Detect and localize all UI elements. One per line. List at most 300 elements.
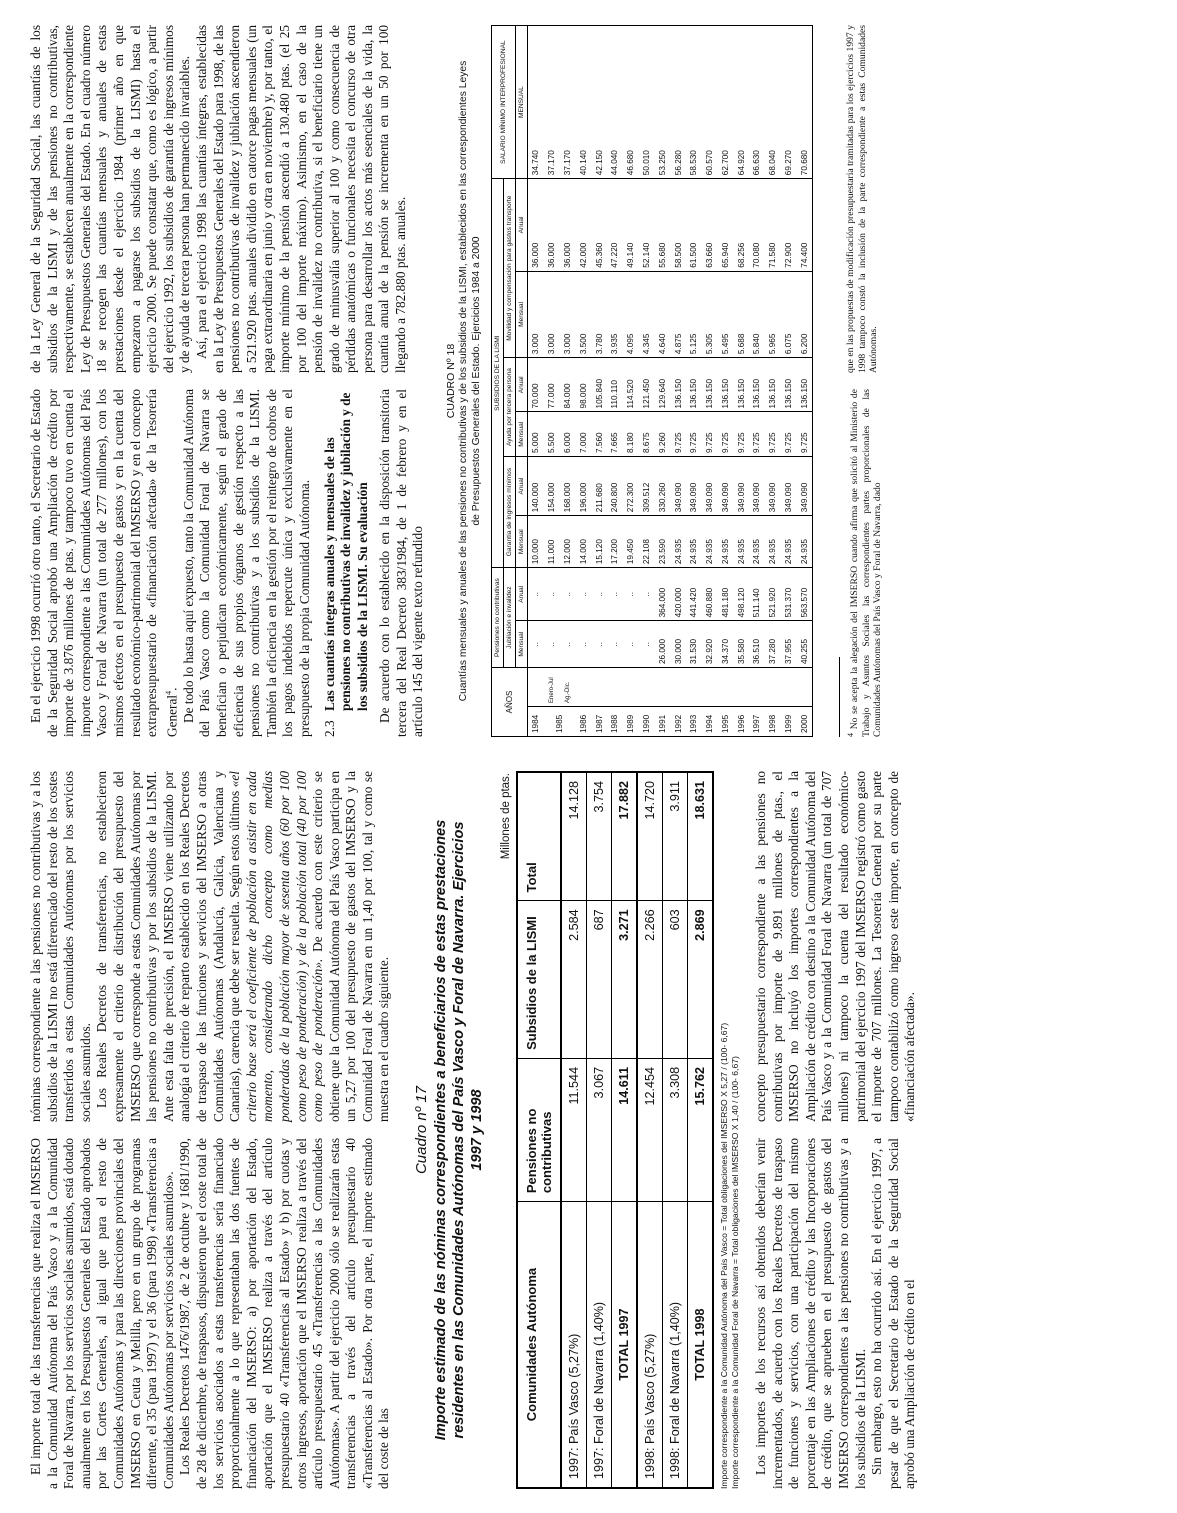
period-cell <box>591 668 607 707</box>
period-cell <box>670 668 686 707</box>
value-cell: 498.120 <box>733 568 749 621</box>
value-cell: 4.345 <box>639 271 655 357</box>
section-title: Las cuantías íntegras anuales y mensuales de las pensiones no contributivas de invalidez y jubilación y de los subsidios de la LISMI. Su evaluación <box>321 392 370 711</box>
value-cell: .. <box>623 568 639 621</box>
quote-text: «el criterio base será el coeficiente de población a asistir en cada momento, considerando dicho concepto como medias ponderadas de la población mayor de sesenta años (60 por 100 como peso de ponderación) y de la población total (40 por 100 como peso de ponderación». <box>227 771 326 1122</box>
period-cell <box>733 668 749 707</box>
value-cell: 9.725 <box>749 412 765 456</box>
footnote-text: No se acepta la alegación del IMSERSO cuando afirma que solicitó al Ministerio de Trabajo y Asuntos Sociales las correspondientes partes proporcionales de las Comunidades Autónomas del País Vasco y Foral de Navarra, dado <box>849 389 884 737</box>
value-cell: 14.000 <box>575 516 591 568</box>
value-cell: 46.680 <box>623 26 639 179</box>
value-cell: 37.170 <box>544 26 560 179</box>
footnotes <box>845 25 883 737</box>
column-header: Mensual <box>516 621 528 668</box>
table-row <box>612 772 638 1488</box>
column-header: Anual <box>516 358 528 412</box>
value-cell: 136.150 <box>686 358 702 412</box>
left-bottom-columns <box>753 771 919 1489</box>
value-cell: 531.370 <box>781 568 797 621</box>
value-cell: 129.640 <box>654 358 670 412</box>
value-cell: 63.660 <box>702 179 718 272</box>
value-cell: 5.495 <box>717 271 733 357</box>
table-row <box>796 26 812 737</box>
value-cell: 5.000 <box>528 412 544 456</box>
period-cell <box>654 668 670 707</box>
period-cell <box>575 668 591 707</box>
left-page <box>28 771 1158 1489</box>
value-cell: 24.935 <box>670 516 686 568</box>
table-notes <box>719 771 741 1489</box>
table-cell: 3.754 <box>587 772 612 901</box>
value-cell: 98.000 <box>575 358 591 412</box>
table-cell: 3.271 <box>612 901 638 1059</box>
year-cell: 2000 <box>796 706 812 736</box>
row-label: 1998: Foral de Navarra (1,40%) <box>663 1202 688 1488</box>
column-header: Anual <box>516 179 528 272</box>
column-header: Ayuda por tercera persona <box>504 358 516 457</box>
column-header: Comunidades Autónoma <box>517 1202 561 1488</box>
value-cell: 70.000 <box>528 358 544 412</box>
paragraph <box>28 389 181 737</box>
value-cell: 136.150 <box>733 358 749 412</box>
value-cell: 9.725 <box>765 412 781 456</box>
row-label: 1997: País Vasco (5,27%) <box>561 1202 587 1488</box>
table-row <box>654 26 670 737</box>
value-cell: 26.000 <box>654 621 670 668</box>
table-header-row <box>492 26 504 737</box>
table-row <box>591 26 607 737</box>
value-cell: 460.880 <box>702 568 718 621</box>
value-cell: 349.090 <box>670 456 686 515</box>
year-cell: 1996 <box>733 706 749 736</box>
paragraph: concepto presupuestario correspondiente a las pensiones no contributivas por importe de 9.891 millones de ptas., el IMSERSO no incluyó los importes correspondientes a la Ampliación de crédito con destino a la Comunidad Autónoma del País Vasco y a la Comunidad Foral de Navarra (un total de 707 millones) ni tampoco la cuenta del resultado económico-patrimonial del ejercicio 1997 del IMSERSO registró como gasto el importe de 707 millones. La Tesorería General por su parte tampoco contabilizó como ingreso este importe, en concepto de «financiación afectada». <box>753 771 918 1122</box>
table-row <box>765 26 781 737</box>
value-cell: 521.920 <box>765 568 781 621</box>
table-body <box>528 26 813 737</box>
value-cell: 56.280 <box>670 26 686 179</box>
value-cell: .. <box>591 621 607 668</box>
table-row <box>528 26 544 737</box>
value-cell: 309.512 <box>639 456 655 515</box>
value-cell: 349.090 <box>717 456 733 515</box>
table-row <box>670 26 686 737</box>
value-cell: 481.180 <box>717 568 733 621</box>
year-cell: 1988 <box>607 706 623 736</box>
value-cell: 136.150 <box>796 358 812 412</box>
table-cell: 18.631 <box>688 772 714 901</box>
period-cell <box>607 668 623 707</box>
value-cell: 441.420 <box>686 568 702 621</box>
table-row <box>561 772 587 1488</box>
value-cell: 42.000 <box>575 179 591 272</box>
row-label: 1997: Foral de Navarra (1,40%) <box>587 1202 612 1488</box>
value-cell: 349.090 <box>781 456 797 515</box>
value-cell: 71.580 <box>765 179 781 272</box>
table-title: Cuantías mensuales y anuales de las pensiones no contributivas y de los subsidios de la LISMI, establecidos en las correspondientes Leyes de Presupuestos Generales del Estado. Ejercicios 1984 a 2000 <box>458 60 483 702</box>
value-cell: 49.140 <box>623 179 639 272</box>
table-row <box>560 26 576 737</box>
value-cell: .. <box>607 568 623 621</box>
value-cell: 15.120 <box>591 516 607 568</box>
value-cell: 3.935 <box>607 271 623 357</box>
value-cell: .. <box>560 621 576 668</box>
left-column-1 <box>28 1138 393 1489</box>
value-cell: 5.500 <box>544 412 560 456</box>
value-cell: 23.590 <box>654 516 670 568</box>
text: En el ejercicio 1998 ocurrió otro tanto, el Secretario de Estado de la Seguridad Social aprobó una Ampliación de crédito por importe de 3.876 millones de ptas. y tampoco tuvo en cuenta el importe correspondiente a las Comunidades Autónomas del País Vasco y Foral de Navarra (un total de 277 millones), con los mismos efectos en el presupuesto de gastos y en la cuenta del resultado económico-patrimonial del IMSERSO y en el concepto extrapresupuestario de «financiación afectada» de la Tesorería General <box>28 389 180 737</box>
year-cell: 1994 <box>702 706 718 736</box>
value-cell: 10.000 <box>528 516 544 568</box>
column-header: MENSUAL <box>516 26 528 179</box>
value-cell: 9.725 <box>670 412 686 456</box>
period-cell <box>717 668 733 707</box>
value-cell: 36.000 <box>528 179 544 272</box>
value-cell: 3.500 <box>575 271 591 357</box>
value-cell: 8.675 <box>639 412 655 456</box>
value-cell: 563.570 <box>796 568 812 621</box>
row-label: TOTAL 1998 <box>688 1202 714 1488</box>
value-cell: .. <box>607 621 623 668</box>
value-cell: .. <box>623 621 639 668</box>
value-cell: 66.630 <box>749 26 765 179</box>
value-cell: 136.150 <box>670 358 686 412</box>
value-cell: 136.150 <box>717 358 733 412</box>
period-cell <box>686 668 702 707</box>
value-cell: 31.530 <box>686 621 702 668</box>
text: De acuerdo con este criterio se obtiene que la Comunidad Autónoma del País Vasco participa en un 5,27 por 100 del presupuesto de gastos del IMSERSO y la Comunidad Foral de Navarra en un 1,40 por 100, tal y como se muestra en el cuadro siguiente. <box>310 771 392 1122</box>
value-cell: .. <box>591 568 607 621</box>
footnote-ref: 4 <box>163 690 173 695</box>
value-cell: 136.150 <box>702 358 718 412</box>
value-cell: 3.000 <box>544 271 560 357</box>
value-cell: 6.200 <box>796 271 812 357</box>
footnote <box>845 389 883 737</box>
table-row <box>686 26 702 737</box>
period-cell <box>639 668 655 707</box>
value-cell: 211.680 <box>591 456 607 515</box>
value-cell: 154.000 <box>544 456 560 515</box>
table-row <box>587 772 612 1488</box>
paragraph: Así, para el ejercicio 1998 las cuantías íntegras, establecidas en la Ley de Presupuestos Generales del Estado para 1998, de las pensiones no contributivas de invalidez y jubilación ascendieron a 521.920 ptas. anuales dividido en catorce pagas mensuales (un paga extraordinaria en junio y otra en noviembre) y, por tanto, el importe mínimo de la pensión ascendió a 130.480 ptas. (el 25 por 100 del importe máximo). Asimismo, en el caso de la pensión de invalidez no contributiva, si el beneficiario tiene un grado de minusvalía superior al 100 y como consecuencia de pérdidas anatómicas o funcionales necesita el concurso de otra persona para desarrollar los actos más esenciales de la vida, la cuantía anual de la pensión se incrementa en un 50 por 100 llegando a 782.880 ptas. anuales. <box>193 25 409 373</box>
value-cell: 70.680 <box>796 26 812 179</box>
text: . <box>164 687 180 691</box>
value-cell: 330.260 <box>654 456 670 515</box>
text: Los Reales Decretos de transferencias, no establecieron expresamente el criterio de distribución del presupuesto del IMSERSO que corresponde a estas Comunidades Autónomas por las pensiones no contributivas y por los subsidios de la LISMI. Ante esta falta de precisión, el IMSERSO viene utilizando por analogía el criterio de reparto establecido en los Reales Decretos de traspaso de las funciones y servicios del IMSERSO a otras Comunidades Autónomas (Andalucía, Galicia, Valenciana y Canarias), carencia que debe ser resuelta. Según estos últimos <box>94 771 243 1122</box>
column-header: Anual <box>516 568 528 621</box>
period-cell <box>749 668 765 707</box>
year-cell: 1989 <box>623 706 639 736</box>
value-cell: 40.140 <box>575 26 591 179</box>
left-bottom-column-1 <box>753 1138 919 1489</box>
value-cell: .. <box>575 621 591 668</box>
row-label: TOTAL 1997 <box>612 1202 638 1488</box>
paragraph: nóminas correspondiente a las pensiones no contributivas y a los subsidios de la LISMI no está diferenciado del resto de los costes transferidos a estas Comunidades Autónomas por los servicios sociales asumidos. <box>28 771 93 1122</box>
value-cell: 349.090 <box>702 456 718 515</box>
value-cell: 24.935 <box>686 516 702 568</box>
paragraph: De todo lo hasta aquí expuesto, tanto la Comunidad Autónoma del País Vasco como la Comunidad Foral de Navarra se benefician o perjudican económicamente, según el grado de eficiencia de sus propios órganos de gestión respecto a las pensiones no contributivas y a los subsidios de la LISMI. También la eficiencia en la gestión por el reintegro de cobros de los pagos indebidos repercute única y exclusivamente en el presupuesto de la propia Comunidad Autónoma. <box>180 389 312 737</box>
value-cell: 34.740 <box>528 26 544 179</box>
value-cell: 24.935 <box>781 516 797 568</box>
value-cell: 36.510 <box>749 621 765 668</box>
left-column-2 <box>28 771 393 1122</box>
value-cell: 110.110 <box>607 358 623 412</box>
paragraph: Los importes de los recursos así obtenidos deberían venir incrementados, de acuerdo con los Reales Decretos de traspaso de funciones y servicios, con una participación del mismo porcentaje en las Ampliaciones de crédito y las Incorporaciones de crédito, que se aprueben en el presupuesto de gastos del IMSERSO correspondientes a las pensiones no contributivas y a los subsidios de la LISMI. <box>753 1138 868 1489</box>
value-cell: 65.940 <box>717 179 733 272</box>
value-cell: 349.090 <box>749 456 765 515</box>
period-cell <box>528 668 544 707</box>
cuadro-17-table <box>516 771 714 1489</box>
table-row <box>663 772 688 1488</box>
column-header-smi: SALARIO MÍNIMO INTERPROFESIONAL <box>492 26 516 179</box>
value-cell: 24.935 <box>796 516 812 568</box>
table-cell: 12.454 <box>637 1058 663 1201</box>
value-cell: 136.150 <box>781 358 797 412</box>
table-cell: 3.308 <box>663 1058 688 1201</box>
cuadro-18-table <box>491 25 813 737</box>
table-row <box>623 26 639 737</box>
value-cell: 511.140 <box>749 568 765 621</box>
column-header: Subsidios de la LISMI <box>517 901 561 1059</box>
value-cell: 45.360 <box>591 179 607 272</box>
year-cell: 1992 <box>670 706 686 736</box>
column-header-years: AÑOS <box>492 668 528 737</box>
period-cell: Ag.-Dic. <box>560 668 576 707</box>
value-cell: 30.000 <box>670 621 686 668</box>
table-cell: 2.869 <box>688 901 714 1059</box>
value-cell: 61.500 <box>686 179 702 272</box>
value-cell: 24.935 <box>702 516 718 568</box>
value-cell: 64.920 <box>733 26 749 179</box>
period-cell <box>781 668 797 707</box>
value-cell: 105.840 <box>591 358 607 412</box>
footnote-continuation: que en las propuestas de modificación presupuestaria tramitadas para los ejercicios 1997 y 1998 tampoco constó la inclusión de la parte correspondiente a estas Comunidades Autónomas. <box>845 25 879 373</box>
value-cell: .. <box>544 621 560 668</box>
table-cell: 11.544 <box>561 1058 587 1201</box>
year-cell: 1997 <box>749 706 765 736</box>
value-cell: .. <box>560 568 576 621</box>
value-cell: 7.000 <box>575 412 591 456</box>
cuadro-17-caption <box>413 771 486 1489</box>
table-cell: 14.128 <box>561 772 587 901</box>
value-cell: 40.255 <box>796 621 812 668</box>
year-cell: 1991 <box>654 706 670 736</box>
year-cell: 1998 <box>765 706 781 736</box>
period-cell <box>796 668 812 707</box>
table-row <box>781 26 797 737</box>
value-cell: 349.090 <box>796 456 812 515</box>
value-cell: .. <box>528 621 544 668</box>
value-cell: 349.090 <box>733 456 749 515</box>
value-cell: 4.640 <box>654 271 670 357</box>
value-cell: 140.000 <box>528 456 544 515</box>
year-cell: 1987 <box>591 706 607 736</box>
column-header: Mensual <box>516 516 528 568</box>
value-cell: 3.000 <box>528 271 544 357</box>
value-cell: 349.090 <box>686 456 702 515</box>
value-cell: 5.125 <box>686 271 702 357</box>
value-cell: 7.665 <box>607 412 623 456</box>
period-cell <box>623 668 639 707</box>
value-cell: 6.075 <box>781 271 797 357</box>
value-cell: 68.256 <box>733 179 749 272</box>
value-cell: 36.000 <box>544 179 560 272</box>
value-cell: 114.520 <box>623 358 639 412</box>
table-cell: 14.720 <box>637 772 663 901</box>
value-cell: 9.725 <box>781 412 797 456</box>
table-cell: 603 <box>663 901 688 1059</box>
paragraph: Los Reales Decretos 1476/1987, de 2 de octubre y 1681/1990, de 28 de diciembre, de traspasos, dispusieron que el coste total de los servicios asociados a estas transferencias sería financiado proporcionalmente a lo que representaban las dos fuentes de financiación del IMSERSO: a) por aportación del Estado, aportación que el IMSERSO realiza a través del artículo presupuestario 40 «Transferencias al Estado» y b) por cuotas y otros ingresos, aportación que el IMSERSO realiza a través del artículo presupuestario 45 «Transferencias a las Comunidades Autónomas». A partir del ejercicio 2000 sólo se realizarán estas transferencias a través del artículo presupuestario 40 «Transferencias al Estado». Por otra parte, el importe estimado del coste de las <box>177 1138 392 1489</box>
right-top-columns <box>28 25 427 737</box>
year-cell: 1984 <box>528 706 544 736</box>
table-row <box>733 26 749 737</box>
year-cell: 1986 <box>575 706 591 736</box>
value-cell: 4.095 <box>623 271 639 357</box>
value-cell: 9.725 <box>717 412 733 456</box>
table-title: Importe estimado de las nóminas correspondientes a beneficiarios de estas prestaciones residentes en las Comunidades Autónomas del País Vasco y Foral de Navarra. Ejercicios 1997 y 1998 <box>433 819 486 1441</box>
period-cell <box>765 668 781 707</box>
table-row <box>639 26 655 737</box>
table-row <box>544 26 560 737</box>
value-cell: 47.220 <box>607 179 623 272</box>
value-cell: 240.800 <box>607 456 623 515</box>
table-row <box>717 26 733 737</box>
value-cell: 196.000 <box>575 456 591 515</box>
table-header-row <box>517 772 561 1488</box>
table-row <box>688 772 714 1488</box>
value-cell: 5.840 <box>749 271 765 357</box>
cuadro-18-caption <box>445 25 483 737</box>
table-cell: 14.611 <box>612 1058 638 1201</box>
value-cell: 24.935 <box>733 516 749 568</box>
period-cell: Enero-Jul <box>544 668 560 707</box>
section-heading <box>322 389 372 737</box>
column-header: Anual <box>516 456 528 515</box>
value-cell: 34.370 <box>717 621 733 668</box>
value-cell: 62.700 <box>717 26 733 179</box>
table-cell: 17.882 <box>612 772 638 901</box>
table-row <box>607 26 623 737</box>
paragraph: De acuerdo con lo establecido en la disposición transitoria tercera del Real Decreto 383/1984, de 1 de febrero y en el artículo 145 del vigente texto refundido <box>377 389 426 737</box>
table-cell: 687 <box>587 901 612 1059</box>
column-header: Movilidad y compensación para gastos transporte <box>504 179 516 358</box>
value-cell: 11.000 <box>544 516 560 568</box>
value-cell: 50.010 <box>639 26 655 179</box>
value-cell: 22.108 <box>639 516 655 568</box>
value-cell: 36.000 <box>560 179 576 272</box>
table-cell: 15.762 <box>688 1058 714 1201</box>
left-top-columns <box>28 771 393 1489</box>
column-header: Garantía de ingresos mínimos <box>504 456 516 567</box>
table-cell: 2.584 <box>561 901 587 1059</box>
value-cell: .. <box>544 568 560 621</box>
footnote-rule <box>839 657 840 737</box>
value-cell: .. <box>639 568 655 621</box>
value-cell: 24.935 <box>717 516 733 568</box>
note: Importe correspondiente a la Comunidad Foral de Navarra = Total obligaciones del IMSERSO X 1,40 / (100- 6,67) <box>730 1056 741 1489</box>
table-header-row <box>516 26 528 737</box>
value-cell: 3.000 <box>560 271 576 357</box>
value-cell: 272.300 <box>623 456 639 515</box>
right-column-2 <box>28 25 427 373</box>
value-cell: 6.000 <box>560 412 576 456</box>
value-cell: 5.965 <box>765 271 781 357</box>
value-cell: 32.920 <box>702 621 718 668</box>
value-cell: 37.955 <box>781 621 797 668</box>
value-cell: 84.000 <box>560 358 576 412</box>
table-row <box>749 26 765 737</box>
value-cell: .. <box>528 568 544 621</box>
value-cell: 44.040 <box>607 26 623 179</box>
value-cell: 7.560 <box>591 412 607 456</box>
paragraph <box>94 771 393 1122</box>
column-header-lismi: SUBSIDIOS DE LA LISMI <box>492 179 504 568</box>
table-cell: 3.911 <box>663 772 688 901</box>
value-cell: 37.170 <box>560 26 576 179</box>
column-header: Mensual <box>516 412 528 456</box>
year-cell: 1990 <box>639 706 655 736</box>
value-cell: 68.040 <box>765 26 781 179</box>
year-cell: 1995 <box>717 706 733 736</box>
table-row <box>575 26 591 737</box>
value-cell: 42.150 <box>591 26 607 179</box>
column-header: Mensual <box>516 271 528 357</box>
table-unit: Millones de ptas. <box>500 773 513 860</box>
value-cell: 5.688 <box>733 271 749 357</box>
value-cell: 55.680 <box>654 179 670 272</box>
value-cell: 5.305 <box>702 271 718 357</box>
table-number: CUADRO Nº 18 <box>445 343 458 419</box>
table-row <box>637 772 663 1488</box>
right-column-1 <box>28 389 427 737</box>
table-row <box>702 26 718 737</box>
note: Importe correspondiente a la Comunidad Autónoma del País Vasco = Total obligaciones del IMSERSO X 5,27 / (100- 6,67) <box>719 1022 730 1489</box>
table-number: Cuadro nº 17 <box>413 1085 431 1175</box>
value-cell: 8.180 <box>623 412 639 456</box>
column-header: Total <box>517 772 561 901</box>
section-number: 2.3 <box>321 720 337 737</box>
value-cell: .. <box>639 621 655 668</box>
column-header-pnc: Pensiones no contributivas <box>492 568 504 668</box>
footnote-number: 4 <box>846 733 856 737</box>
period-cell <box>702 668 718 707</box>
column-header: Jubilación e invalidez <box>504 568 516 668</box>
paragraph: Sin embargo, esto no ha ocurrido así. En el ejercicio 1997, a pesar de que el Secretario de Estado de la Seguridad Social aprobó una Ampliación de crédito en el <box>869 1138 918 1489</box>
right-page <box>28 25 1158 737</box>
value-cell: 420.000 <box>670 568 686 621</box>
table-cell: 2.266 <box>637 901 663 1059</box>
table-cell: 3.067 <box>587 1058 612 1201</box>
value-cell: 58.500 <box>670 179 686 272</box>
value-cell: 69.270 <box>781 26 797 179</box>
value-cell: 136.150 <box>765 358 781 412</box>
value-cell: 72.900 <box>781 179 797 272</box>
value-cell: 58.530 <box>686 26 702 179</box>
value-cell: 12.000 <box>560 516 576 568</box>
value-cell: 3.780 <box>591 271 607 357</box>
value-cell: 53.250 <box>654 26 670 179</box>
value-cell: 74.400 <box>796 179 812 272</box>
value-cell: 9.725 <box>733 412 749 456</box>
paragraph: de la Ley General de la Seguridad Social, las cuantías de los subsidios de la LISMI y de las pensiones no contributivas, respectivamente, se establecen anualmente en la correspondiente Ley de Presupuestos Generales del Estado. En el cuadro número 18 se recogen las cuantías mensuales y anuales de estas prestaciones desde el ejercicio 1984 (primer año en que empezaron a pagarse los subsidios de la LISMI) hasta el ejercicio 2000. Se puede constatar que, como es lógico, a partir del ejercicio 1992, los subsidios de garantía de ingresos mínimos y de ayuda de tercera persona han permanecido invariables. <box>28 25 193 373</box>
value-cell: 4.875 <box>670 271 686 357</box>
year-cell: 1999 <box>781 706 797 736</box>
year-cell: 1993 <box>686 706 702 736</box>
paragraph: El importe total de las transferencias que realiza el IMSERSO a la Comunidad Autónoma del País Vasco y a la Comunidad Foral de Navarra, por los servicios sociales asumidos, está dotado anualmente en los Presupuestos Generales del Estado aprobados por las Cortes Generales, al igual que para el resto de Comunidades Autónomas y para las direcciones provinciales del IMSERSO en Ceuta y Melilla, pero en un grupo de programas diferente, el 35 (para 1997) y el 36 (para 1998) «Transferencias a Comunidades Autónomas por servicios sociales asumidos». <box>28 1138 176 1489</box>
value-cell: 9.725 <box>686 412 702 456</box>
value-cell: 136.150 <box>749 358 765 412</box>
value-cell: 60.570 <box>702 26 718 179</box>
value-cell: 9.725 <box>796 412 812 456</box>
